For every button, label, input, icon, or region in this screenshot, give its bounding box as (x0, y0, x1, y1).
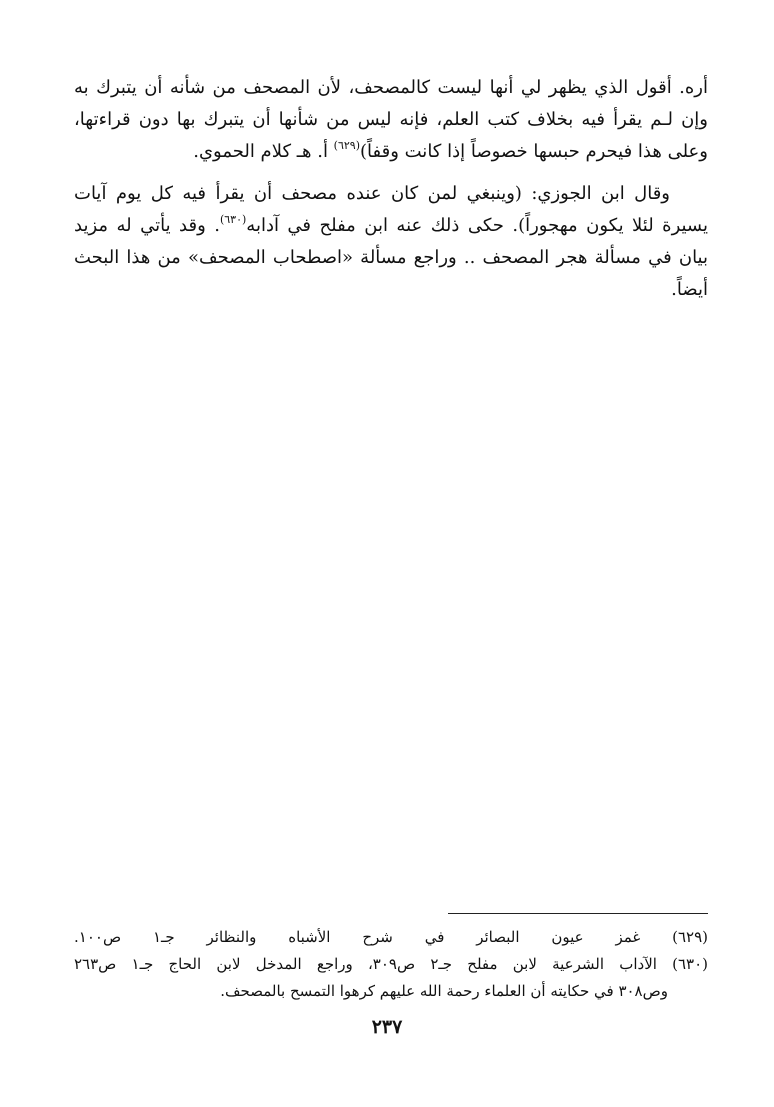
text-segment: . وقد يأتي له مزيد (74, 215, 220, 236)
footnote-629 (74, 924, 708, 951)
paragraph-2 (74, 178, 708, 306)
footnotes (74, 924, 708, 1005)
footnote-line: (٦٢٩) غمز عيون البصائر في شرح الأشباه والنظائر جـ١ ص١٠٠. (74, 928, 708, 946)
page-number: ٢٣٧ (371, 1016, 403, 1038)
text-line (74, 136, 708, 168)
text-line: أره. أقول الذي يظهر لي أنها ليست كالمصحف، لأن المصحف من شأنه أن يتبرك به (74, 77, 708, 98)
text-line (74, 210, 708, 242)
text-line: بيان في مسألة هجر المصحف .. وراجع مسألة «اصطحاب المصحف» من هذا البحث (74, 247, 708, 268)
footnote-ref-629[interactable]: (٦٢٩) (333, 139, 360, 152)
text-segment: أ. هـ كلام الحموي. (193, 141, 334, 162)
footnote-ref-630[interactable]: (٦٣٠) (219, 213, 247, 226)
text-segment: وعلى هذا فيحرم حبسها خصوصاً إذا كانت وقفاً) (360, 141, 708, 162)
paragraph-1 (74, 72, 708, 168)
footnote-line: وص٣٠٨ في حكايته أن العلماء رحمة الله عليهم كرهوا التمسح بالمصحف. (220, 982, 668, 1000)
footnote-630 (74, 951, 708, 1005)
text-segment: يسيرة لئلا يكون مهجوراً). حكى ذلك عنه ابن مفلح في آدابه (246, 215, 708, 236)
text-line: أيضاً. (671, 279, 708, 300)
text-line: وقال ابن الجوزي: (وينبغي لمن كان عنده مصحف أن يقرأ فيه كل يوم آيات (74, 183, 670, 204)
footnote-separator (448, 913, 708, 914)
main-text (74, 72, 708, 306)
text-line: وإن لـم يقرأ فيه بخلاف كتب العلم، فإنه ليس من شأنها أن يتبرك بها دون قراءتها، (74, 109, 708, 130)
footnote-line: (٦٣٠) الآداب الشرعية لابن مفلح جـ٢ ص٣٠٩، وراجع المدخل لابن الحاج جـ١ ص٢٦٣ (74, 955, 709, 973)
